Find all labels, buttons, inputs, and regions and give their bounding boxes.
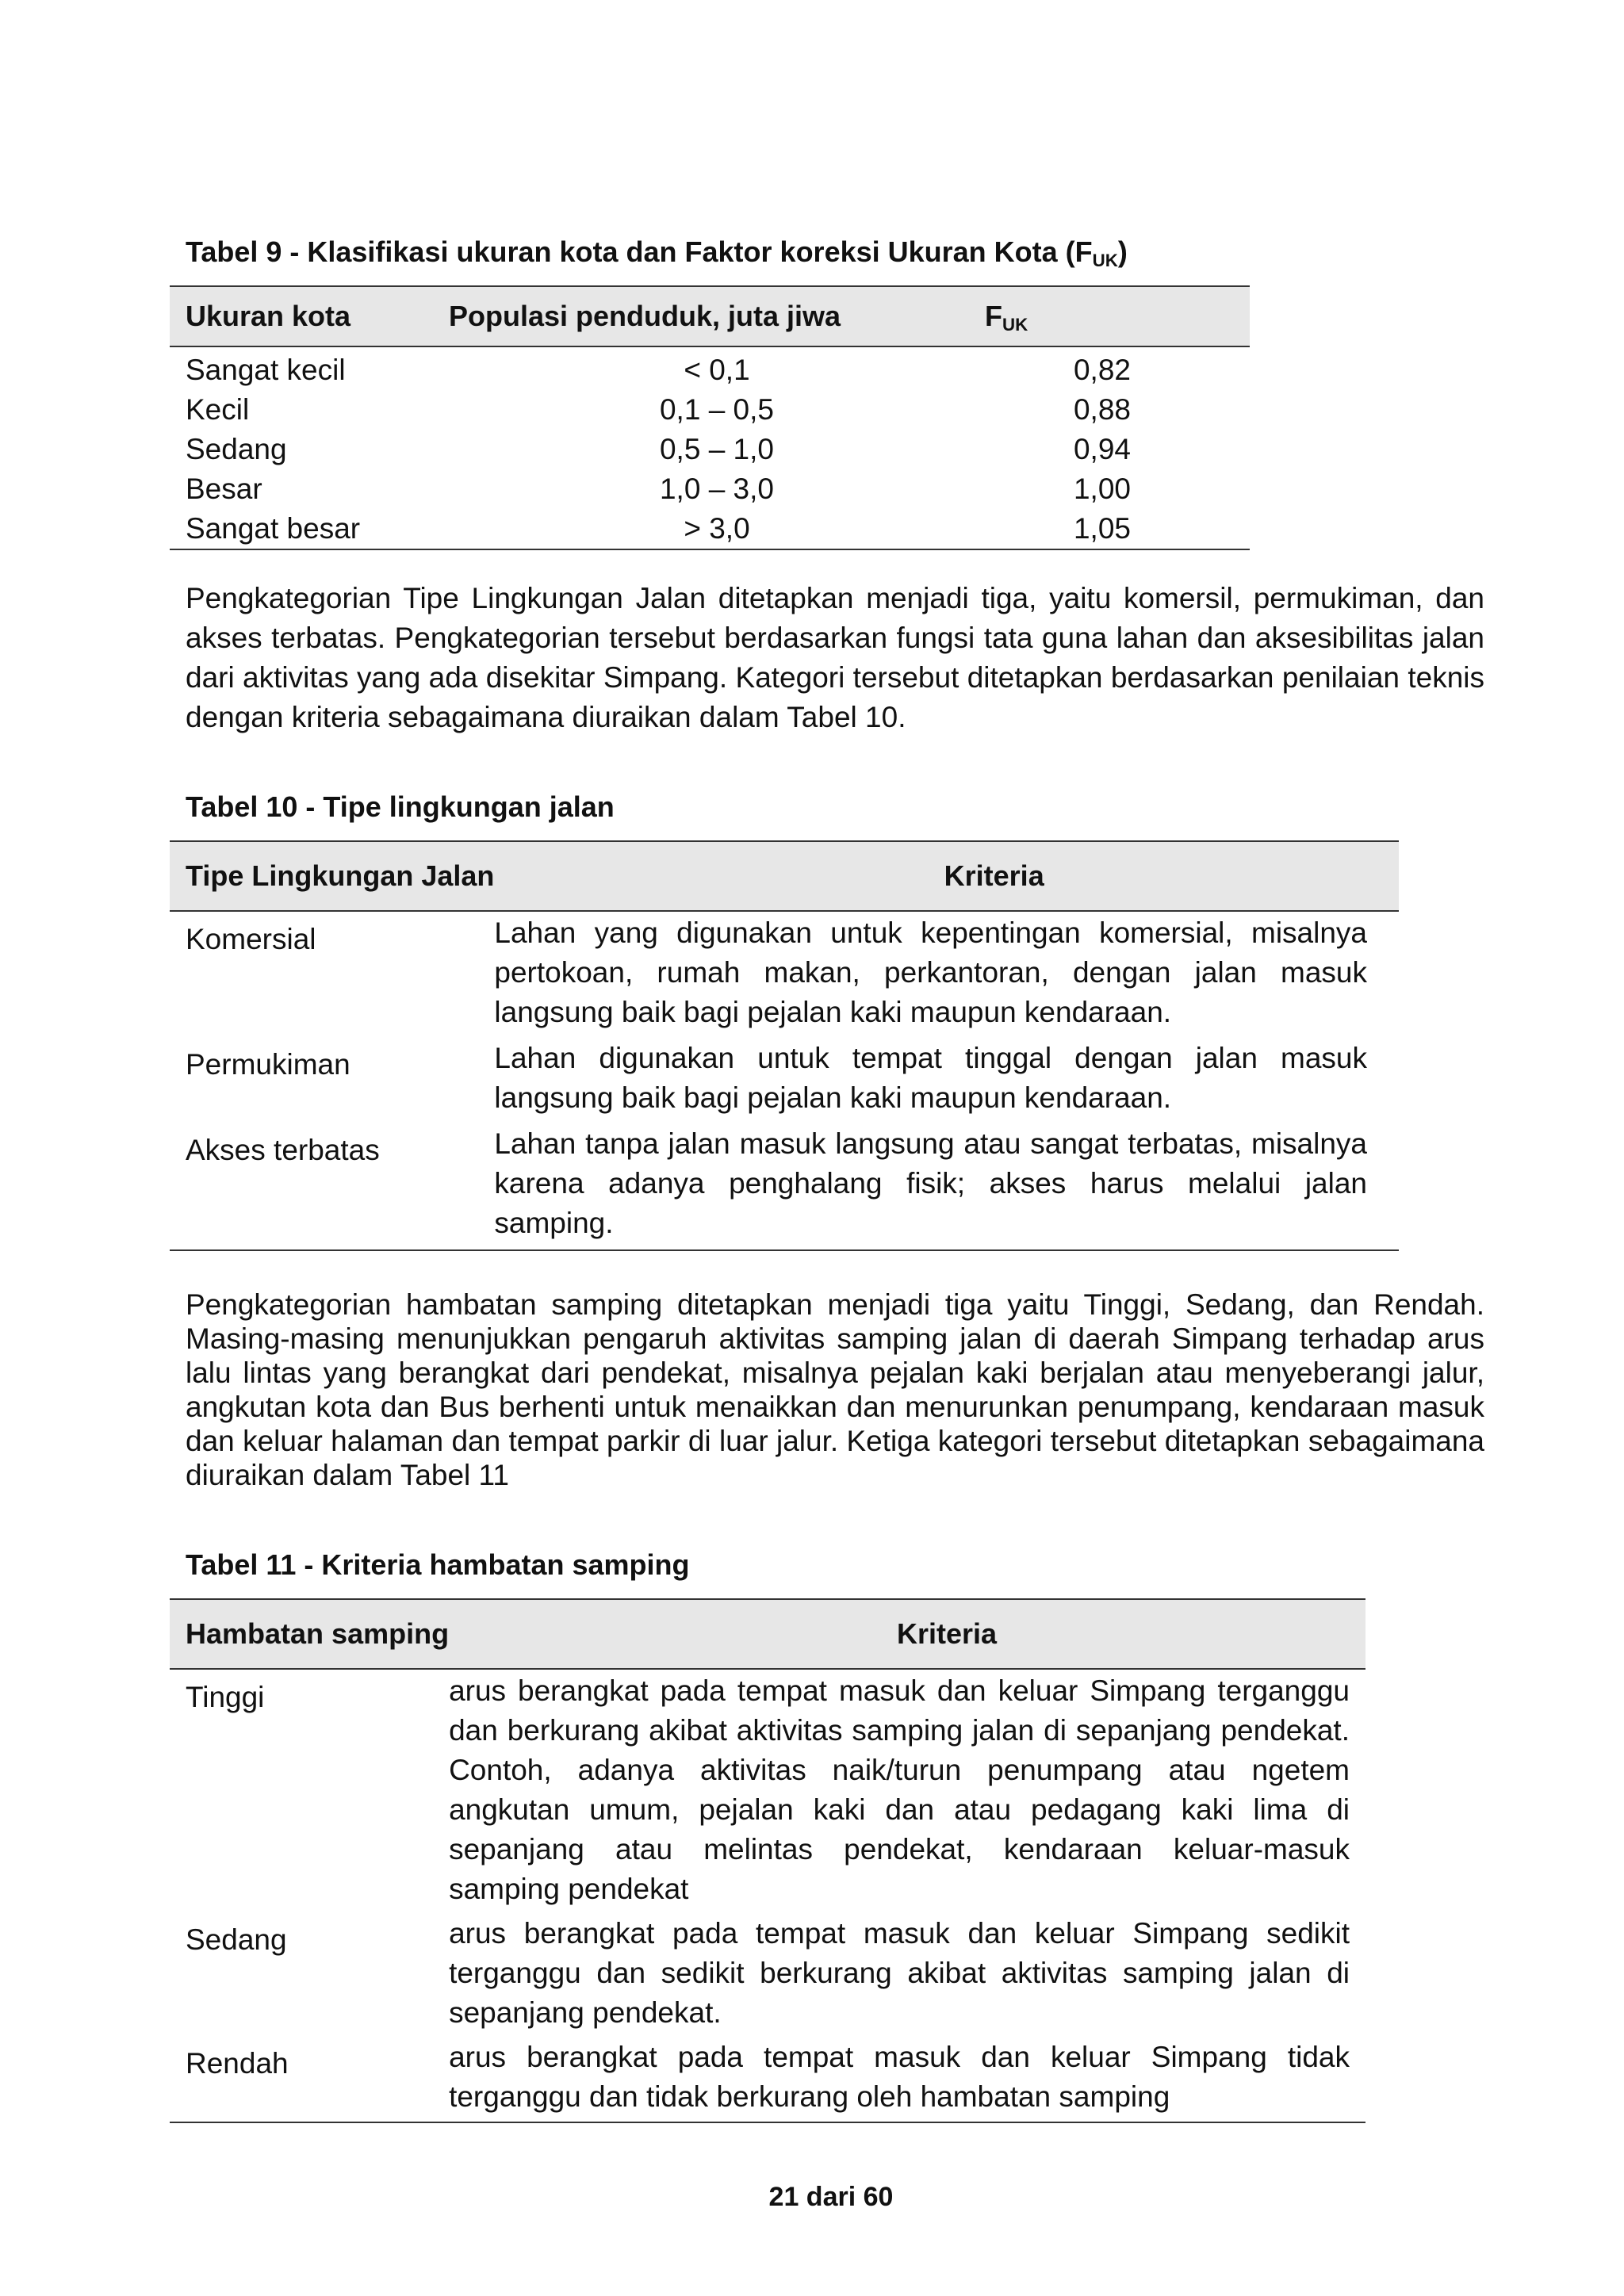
table10-cell-criteria: Lahan digunakan untuk tempat tinggal dengan jalan masuk langsung baik bagi pejalan kaki maupun kendaraan. xyxy=(494,1042,1367,1114)
table10-header-row xyxy=(170,841,1399,911)
table11-side-friction xyxy=(170,1598,1365,2123)
paragraph-side-friction: Pengkategorian hambatan samping ditetapkan menjadi tiga yaitu Tinggi, Sedang, dan Rendah. Masing-masing menunjukkan pengaruh aktivitas samping jalan di daerah Simpang terhadap arus lalu lintas yang berangkat dari pendekat, misalnya pejalan kaki berjalan atau menyeberangi jalur, angkutan kota dan Bus berhenti untuk menaikkan dan menurunkan penumpang, kendaraan masuk dan keluar halaman dan tempat parkir di luar jalur. Ketiga kategori tersebut ditetapkan sebagaimana diuraikan dalam Tabel 11 xyxy=(186,1288,1484,1491)
table9-cell-fuk: 1,00 xyxy=(1073,473,1131,505)
table9-cell-size: Sedang xyxy=(186,433,287,465)
table9-header-size: Ukuran kota xyxy=(170,286,449,346)
table9-cell-size: Kecil xyxy=(186,393,250,426)
table10-cell-type: Komersial xyxy=(186,923,316,955)
table9-header-fuk xyxy=(985,286,1250,346)
table-row xyxy=(170,346,1250,390)
table9-city-size xyxy=(170,285,1250,550)
table10-cell-criteria: Lahan yang digunakan untuk kepentingan komersial, misalnya pertokoan, rumah makan, perkantoran, dengan jalan masuk langsung baik bagi pejalan kaki maupun kendaraan. xyxy=(494,916,1367,1028)
table-row xyxy=(170,469,1250,509)
table11-cell-level: Sedang xyxy=(186,1923,287,1956)
table9-caption-end: ) xyxy=(1117,235,1128,268)
table11-cell-criteria: arus berangkat pada tempat masuk dan keluar Simpang sedikit terganggu dan sedikit berkurang akibat aktivitas samping jalan di sepanjang pendekat. xyxy=(449,1917,1350,2029)
table-row xyxy=(170,430,1250,469)
table9-cell-fuk: 0,88 xyxy=(1073,393,1131,426)
table9-cell-fuk: 0,82 xyxy=(1073,354,1131,386)
table10-cell-type: Akses terbatas xyxy=(170,1124,494,1250)
table9-header-fuk-main: F xyxy=(985,300,1002,332)
table-row xyxy=(170,911,1399,1039)
table9-cell-size: Sangat kecil xyxy=(186,354,346,386)
table10-caption: Tabel 10 - Tipe lingkungan jalan xyxy=(186,790,615,823)
table-row xyxy=(170,1669,1365,1914)
table10-header-type: Tipe Lingkungan Jalan xyxy=(170,841,494,911)
table11-cell-level: Tinggi xyxy=(186,1681,265,1713)
table-row xyxy=(170,509,1250,549)
table9-caption xyxy=(186,235,1128,270)
table11-header-row xyxy=(170,1599,1365,1669)
table9-caption-subscript: UK xyxy=(1092,251,1118,271)
table9-cell-size: Sangat besar xyxy=(170,509,449,549)
table10-header-criteria: Kriteria xyxy=(494,841,1399,911)
table-row xyxy=(170,1914,1365,2038)
table-row xyxy=(170,390,1250,430)
table9-cell-population: 0,1 – 0,5 xyxy=(659,393,774,426)
table9-cell-fuk: 0,94 xyxy=(1073,433,1131,465)
table9-cell-population: > 3,0 xyxy=(449,509,985,549)
table11-header-criteria: Kriteria xyxy=(449,1599,1365,1669)
table9-caption-text: Tabel 9 - Klasifikasi ukuran kota dan Faktor koreksi Ukuran Kota (F xyxy=(186,235,1093,268)
table11-cell-criteria: arus berangkat pada tempat masuk dan keluar Simpang tidak terganggu dan tidak berkurang oleh hambatan samping xyxy=(449,2038,1365,2122)
table9-cell-fuk: 1,05 xyxy=(985,509,1250,549)
table10-cell-type: Permukiman xyxy=(186,1048,350,1081)
table11-cell-criteria: arus berangkat pada tempat masuk dan keluar Simpang terganggu dan berkurang akibat aktivitas samping jalan di sepanjang pendekat. Contoh, adanya aktivitas naik/turun penumpang atau ngetem angkutan umum, pejalan kaki dan atau pedagang kaki lima di sepanjang atau melintas pendekat, kendaraan keluar-masuk samping pendekat xyxy=(449,1674,1350,1905)
table-row xyxy=(170,2038,1365,2122)
table9-header-population: Populasi penduduk, juta jiwa xyxy=(449,286,985,346)
table9-cell-size: Besar xyxy=(186,473,262,505)
table9-cell-population: 1,0 – 3,0 xyxy=(659,473,774,505)
table10-cell-criteria: Lahan tanpa jalan masuk langsung atau sangat terbatas, misalnya karena adanya penghalang fisik; akses harus melalui jalan samping. xyxy=(494,1124,1399,1250)
table9-cell-population: 0,5 – 1,0 xyxy=(659,433,774,465)
table-row xyxy=(170,1124,1399,1250)
table11-header-level: Hambatan samping xyxy=(170,1599,449,1669)
table-row xyxy=(170,1039,1399,1124)
table11-caption: Tabel 11 - Kriteria hambatan samping xyxy=(186,1548,690,1581)
page-number: 21 dari 60 xyxy=(768,2182,894,2212)
table9-header-row xyxy=(170,286,1250,346)
table11-cell-level: Rendah xyxy=(170,2038,449,2122)
table10-road-environment xyxy=(170,840,1399,1251)
table9-cell-population: < 0,1 xyxy=(684,354,750,386)
table9-header-fuk-sub: UK xyxy=(1002,315,1028,335)
paragraph-road-environment: Pengkategorian Tipe Lingkungan Jalan ditetapkan menjadi tiga, yaitu komersil, permukiman, dan akses terbatas. Pengkategorian tersebut berdasarkan fungsi tata guna lahan dan aksesibilitas jalan dari aktivitas yang ada disekitar Simpang. Kategori tersebut ditetapkan berdasarkan penilaian teknis dengan kriteria sebagaimana diuraikan dalam Tabel 10. xyxy=(186,582,1484,733)
